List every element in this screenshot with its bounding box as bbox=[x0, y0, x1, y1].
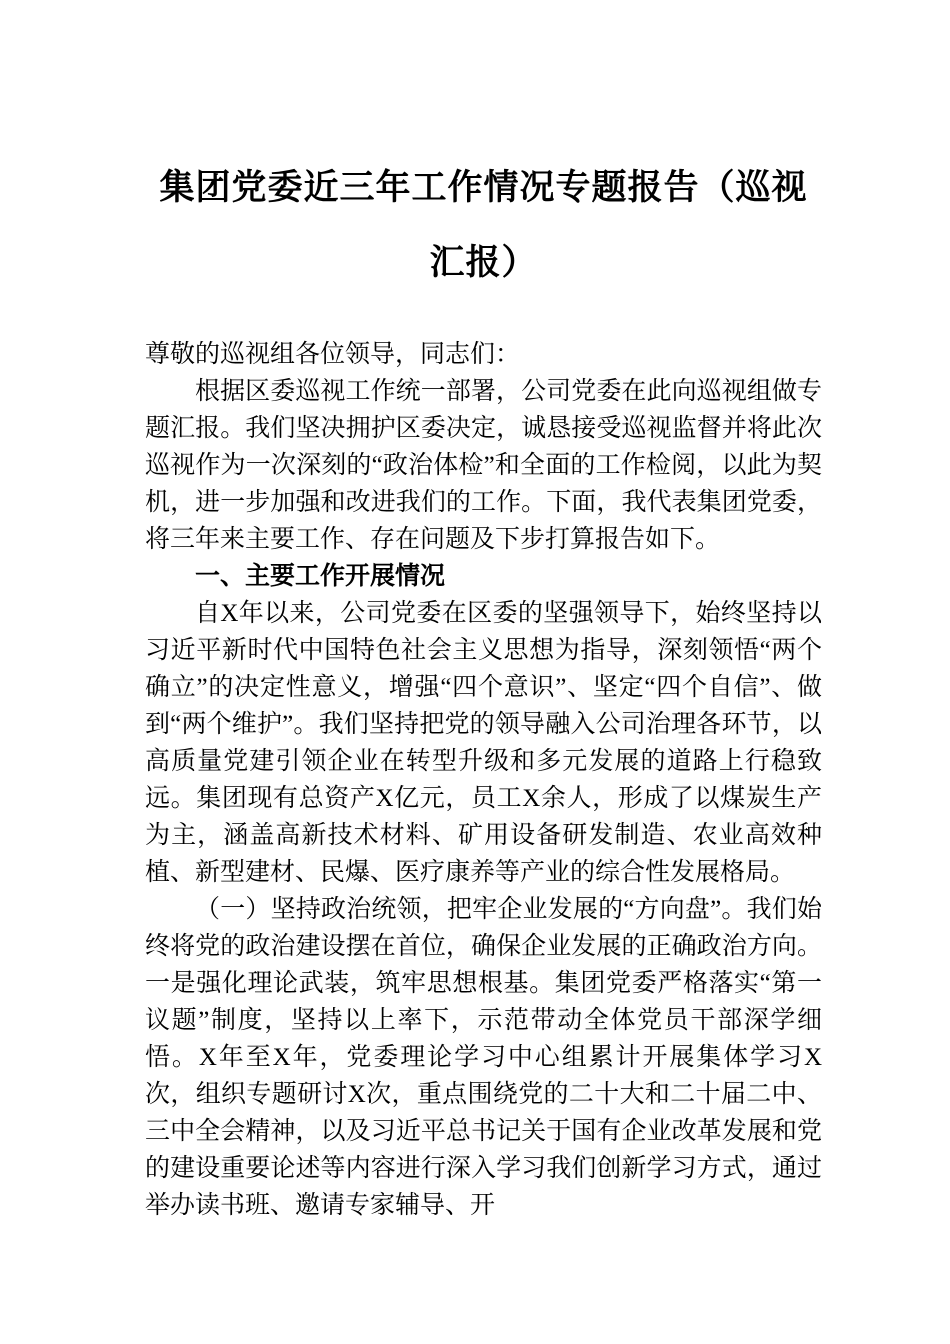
paragraph-intro: 根据区委巡视工作统一部署，公司党委在此向巡视组做专题汇报。我们坚决拥护区委决定，诚恳接受巡视监督并将此次巡视作为一次深刻的“政治体检”和全面的工作检阅，以此为契机，进一步加强和改进我们的工作。下面，我代表集团党委，将三年来主要工作、存在问题及下步打算报告如下。 bbox=[145, 378, 822, 553]
title-line-1: 集团党委近三年工作情况专题报告（巡视 bbox=[159, 168, 808, 207]
paragraph-political-leadership: （一）坚持政治统领，把牢企业发展的“方向盘”。我们始终将党的政治建设摆在首位，确保企业发展的正确政治方向。一是强化理论武装，筑牢思想根基。集团党委严格落实“第一议题”制度，坚持以上率下，示范带动全体党员干部深学细悟。X年至X年，党委理论学习中心组累计开展集体学习X次，组织专题研讨X次，重点围绕党的二十大和二十届二中、三中全会精神，以及习近平总书记关于国有企业改革发展和党的建设重要论述等内容进行深入学习我们创新学习方式，通过举办读书班、邀请专家辅导、开 bbox=[145, 896, 822, 1219]
document-title bbox=[145, 150, 822, 300]
section-heading-main-work: 一、主要工作开展情况 bbox=[195, 563, 446, 590]
title-line-2: 汇报） bbox=[429, 243, 538, 282]
paragraph-overview: 自X年以来，公司党委在区委的坚强领导下，始终坚持以习近平新时代中国特色社会主义思想为指导，深刻领悟“两个确立”的决定性意义，增强“四个意识”、坚定“四个自信”、做到“两个维护”。我们坚持把党的领导融入公司治理各环节，以高质量党建引领企业在转型升级和多元发展的道路上行稳致远。集团现有总资产X亿元，员工X余人，形成了以煤炭生产为主，涵盖高新技术材料、矿用设备研发制造、农业高效种植、新型建材、民爆、医疗康养等产业的综合性发展格局。 bbox=[145, 600, 822, 886]
salutation-line: 尊敬的巡视组各位领导，同志们： bbox=[145, 341, 521, 368]
